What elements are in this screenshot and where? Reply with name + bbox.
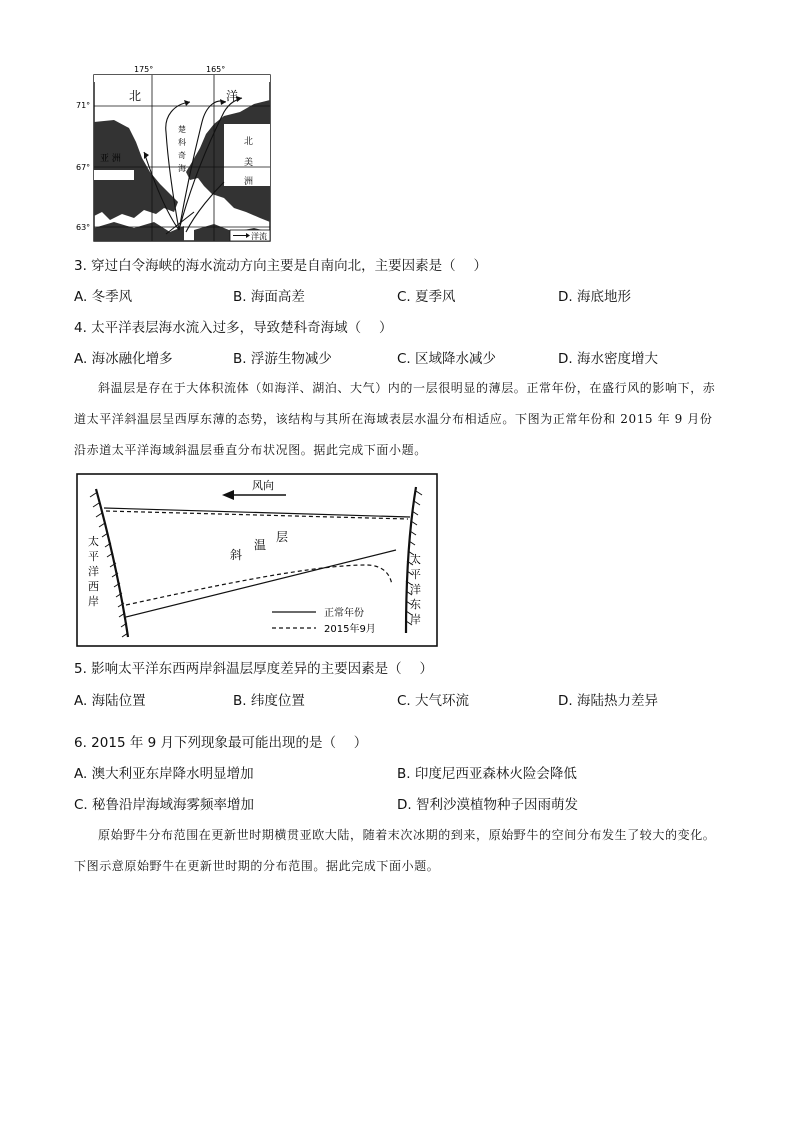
chukchi-sea-char-2: 科 bbox=[178, 138, 186, 147]
q3-option-c[interactable]: C. 夏季风 bbox=[397, 289, 456, 305]
arctic-ocean-char-3: 洋 bbox=[226, 89, 239, 103]
q6-option-c[interactable]: C. 秘鲁沿岸海域海雾频率增加 bbox=[74, 797, 255, 813]
question-4-stem: 4. 太平洋表层海水流入过多，导致楚科奇海域（ ） bbox=[74, 320, 393, 336]
bering-strait-map bbox=[74, 62, 284, 246]
thermocline-char-2: 温 bbox=[254, 538, 267, 552]
chukchi-sea-char-1: 楚 bbox=[178, 125, 186, 134]
west-coast-char-1: 太 bbox=[88, 535, 99, 548]
q4-option-c[interactable]: C. 区域降水减少 bbox=[397, 351, 497, 367]
thermocline-diagram bbox=[76, 473, 438, 647]
chukchi-sea-char-3: 奇 bbox=[178, 151, 186, 160]
q4-option-a[interactable]: A. 海冰融化增多 bbox=[74, 351, 173, 367]
question-6-stem: 6. 2015 年 9 月下列现象最可能出现的是（ ） bbox=[74, 735, 368, 751]
wind-direction-label: 风向 bbox=[252, 479, 274, 492]
legend-2015-sept: 2015年9月 bbox=[324, 624, 376, 635]
legend-current-label: 洋流 bbox=[251, 232, 267, 241]
lat-label-67: 67° bbox=[76, 163, 91, 172]
thermocline-char-1: 斜 bbox=[230, 548, 243, 562]
q4-option-d[interactable]: D. 海水密度增大 bbox=[558, 351, 658, 367]
q6-option-b[interactable]: B. 印度尼西亚森林火险会降低 bbox=[397, 766, 577, 782]
north-america-char-2: 美 bbox=[244, 158, 254, 168]
q5-option-b[interactable]: B. 纬度位置 bbox=[233, 693, 305, 709]
chukchi-sea-char-4: 海 bbox=[178, 164, 186, 173]
passage-thermocline: 斜温层是存在于大体积流体（如海洋、湖泊、大气）内的一层很明显的薄层。正常年份，在盛行风的影响下，赤道太平洋斜温层呈西厚东薄的态势，该结构与其所在海域表层水温分布相适应。下图为正常年份和 2015 年 9 月份沿赤道太平洋海域斜温层垂直分布状况图。据此完成下面小题。 bbox=[74, 381, 716, 457]
east-coast-char-2: 平 bbox=[410, 568, 421, 581]
q5-option-a[interactable]: A. 海陆位置 bbox=[74, 693, 146, 709]
legend-normal-year: 正常年份 bbox=[324, 608, 364, 619]
q5-option-d[interactable]: D. 海陆热力差异 bbox=[558, 693, 658, 709]
q3-option-d[interactable]: D. 海底地形 bbox=[558, 289, 631, 305]
north-america-char-3: 洲 bbox=[244, 177, 254, 187]
q6-option-d[interactable]: D. 智利沙漠植物种子因雨萌发 bbox=[397, 797, 578, 813]
east-coast-char-5: 岸 bbox=[410, 613, 421, 626]
q6-option-a[interactable]: A. 澳大利亚东岸降水明显增加 bbox=[74, 766, 254, 782]
question-3-stem: 3. 穿过白令海峡的海水流动方向主要是自南向北，主要因素是（ ） bbox=[74, 258, 487, 274]
q3-option-b[interactable]: B. 海面高差 bbox=[233, 289, 305, 305]
lon-label-175: 175° bbox=[134, 65, 154, 74]
west-coast-char-3: 洋 bbox=[88, 565, 99, 578]
lon-label-165: 165° bbox=[206, 65, 226, 74]
west-coast-char-4: 西 bbox=[88, 580, 99, 593]
east-coast-char-3: 洋 bbox=[410, 583, 421, 596]
q4-option-b[interactable]: B. 浮游生物减少 bbox=[233, 351, 332, 367]
thermocline-char-3: 层 bbox=[276, 530, 289, 544]
east-coast-char-4: 东 bbox=[410, 598, 421, 611]
passage-aurochs: 原始野牛分布范围在更新世时期横贯亚欧大陆，随着末次冰期的到来，原始野牛的空间分布发生了较大的变化。下图示意原始野牛在更新世时期的分布范围。据此完成下面小题。 bbox=[74, 828, 716, 873]
asia-label: 亚 洲 bbox=[100, 154, 121, 164]
q5-option-c[interactable]: C. 大气环流 bbox=[397, 693, 470, 709]
question-5-stem: 5. 影响太平洋东西两岸斜温层厚度差异的主要因素是（ ） bbox=[74, 661, 433, 677]
lat-label-71: 71° bbox=[76, 101, 91, 110]
q3-option-a[interactable]: A. 冬季风 bbox=[74, 289, 133, 305]
arctic-ocean-char-1: 北 bbox=[129, 89, 142, 103]
lat-label-63: 63° bbox=[76, 223, 91, 232]
north-america-char-1: 北 bbox=[244, 137, 254, 147]
east-coast-char-1: 太 bbox=[410, 553, 421, 566]
arctic-ocean-char-2: 冰 bbox=[174, 89, 187, 103]
west-coast-char-5: 岸 bbox=[88, 595, 99, 608]
west-coast-char-2: 平 bbox=[88, 550, 99, 563]
